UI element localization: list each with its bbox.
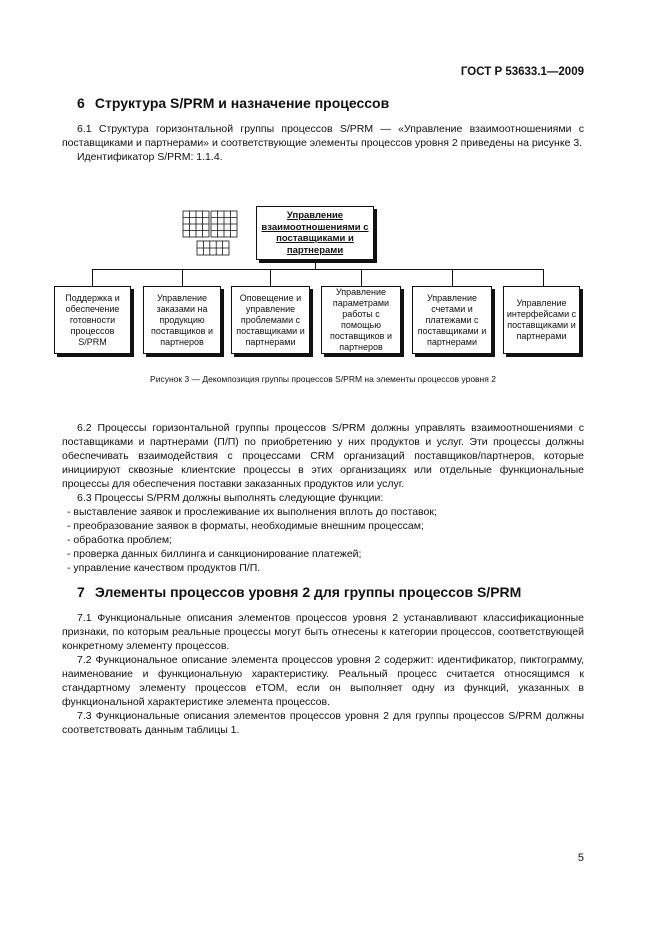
connector-drop-6 <box>543 269 544 286</box>
child-process-label: Управление заказами на продукцию поставщиков и партнеров <box>151 292 213 347</box>
top-process-label: Управление взаимоотношениями с поставщиками и партнерами <box>261 210 369 256</box>
child-process-label: Управление параметрами работы с помощью поставщиков и партнеров <box>330 287 392 352</box>
section-6-number: 6 <box>77 95 85 111</box>
figure-caption: Рисунок 3 — Декомпозиция группы процессов S/PRM на элементы процессов уровня 2 <box>150 374 496 384</box>
child-process-box <box>231 286 310 354</box>
list-item: - управление качеством продуктов П/П. <box>67 562 261 574</box>
paragraph-6-2: 6.2 Процессы горизонтальной группы процессов S/PRM должны управлять взаимоотношениями с поставщиками и партнерами (П/П) по приобретению у них продуктов и услуг. Эти процессы должны обеспечивать взаимодействия с процессами CRM организаций поставщиков/партнеров, которые инициируют сквозные клиентские процессы в этих организациях или отдельные функциональные процессы для обеспечения поставки заказанных продуктов или услуг. <box>62 422 584 490</box>
connector-bus <box>92 269 543 270</box>
process-grid-icon <box>182 210 240 258</box>
identifier-line: Идентификатор S/PRM: 1.1.4. <box>77 151 223 163</box>
section-6-intro <box>62 122 584 164</box>
connector-trunk <box>315 260 316 269</box>
list-item: - выставление заявок и прослеживание их выполнения вплоть до поставок; <box>67 506 437 518</box>
section-7-body <box>62 611 584 737</box>
list-item: - обработка проблем; <box>67 534 172 546</box>
connector-drop-4 <box>361 269 362 286</box>
child-process-box <box>503 286 580 354</box>
child-process-box <box>54 286 131 354</box>
section-7-heading <box>77 584 521 600</box>
top-process-box <box>256 206 374 260</box>
child-process-label: Оповещение и управление проблемами с поставщиками и партнерами <box>236 292 305 347</box>
connector-drop-2 <box>182 269 183 286</box>
paragraph-6-1: 6.1 Структура горизонтальной группы процессов S/PRM — «Управление взаимоотношениями с поставщиками и партнерами» и соответствующие элементы процессов уровня 2 приведены на рисунке 3. <box>62 123 584 149</box>
child-process-label: Управление счетами и платежами с поставщиками и партнерами <box>417 292 487 347</box>
paragraph-7-1: 7.1 Функциональные описания элементов процессов уровня 2 устанавливают классификационные признаки, по которым реальные процессы могут быть отнесены к категории процессов, соответствующей конкретному элементу процессов. <box>62 612 584 652</box>
connector-drop-3 <box>270 269 271 286</box>
standard-designation: ГОСТ Р 53633.1—2009 <box>460 66 584 78</box>
child-process-box <box>412 286 492 354</box>
functions-list <box>62 505 584 575</box>
connector-drop-5 <box>452 269 453 286</box>
paragraph-7-3: 7.3 Функциональные описания элементов процессов уровня 2 для группы процессов S/PRM должны соответствовать данным таблицы 1. <box>62 710 584 736</box>
connector-drop-1 <box>92 269 93 286</box>
section-6-heading <box>77 95 389 111</box>
paragraph-6-3: 6.3 Процессы S/PRM должны выполнять следующие функции: <box>77 492 384 504</box>
section-7-title: Элементы процессов уровня 2 для группы процессов S/PRM <box>94 584 522 600</box>
section-7-number: 7 <box>77 584 85 600</box>
child-process-label: Управление интерфейсами с поставщиками и партнерами <box>506 298 577 341</box>
list-item: - проверка данных биллинга и санкционирование платежей; <box>67 548 362 560</box>
child-process-label: Поддержка и обеспечение готовности процессов S/PRM <box>65 292 120 347</box>
section-6-title: Структура S/PRM и назначение процессов <box>94 95 390 111</box>
paragraph-7-2: 7.2 Функциональное описание элемента процессов уровня 2 содержит: идентификатор, пиктограмму, наименование и функциональную характеристику. Реальный процесс считается относящимся к стандартному элементу процессов eTOM, если он выполняет одну из функций, указанных в функциональной характеристике элемента процессов. <box>62 654 584 708</box>
section-6-body <box>62 421 584 575</box>
child-process-box <box>321 286 401 354</box>
figure-3 <box>0 200 661 370</box>
page-number: 5 <box>577 852 584 864</box>
child-process-box <box>143 286 221 354</box>
list-item: - преобразование заявок в форматы, необходимые внешним процессам; <box>67 520 424 532</box>
